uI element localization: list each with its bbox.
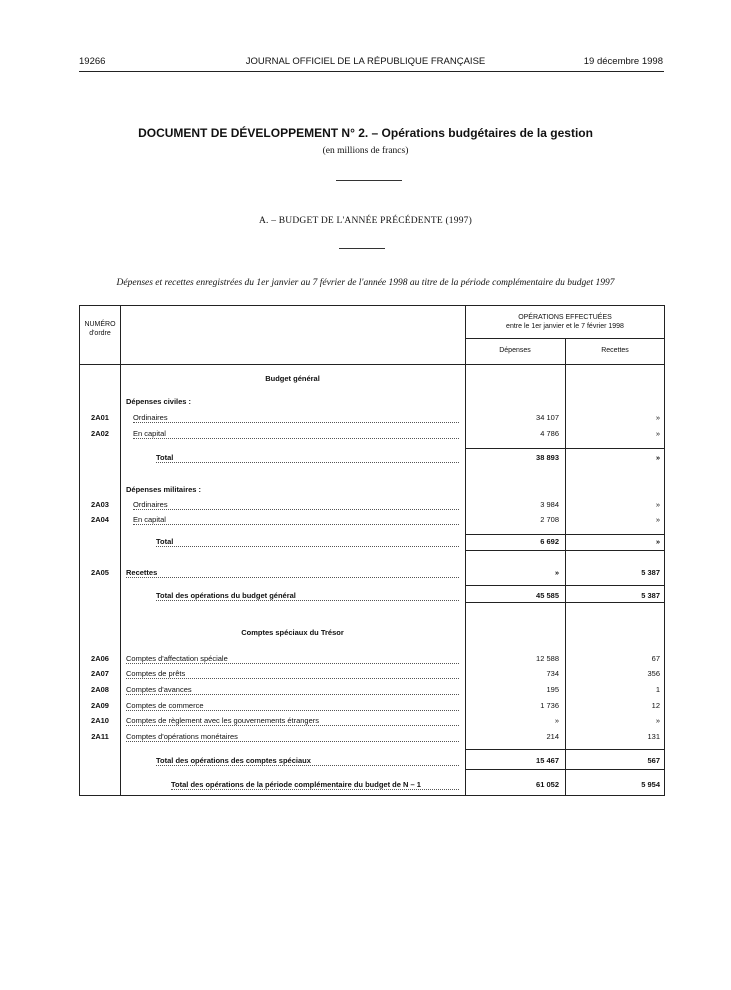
row-recettes: 5 387: [641, 591, 660, 600]
total-rule: [465, 585, 664, 586]
table-row: [80, 500, 666, 512]
row-depenses: 34 107: [536, 413, 559, 422]
row-label: Total des opérations du budget général: [156, 591, 296, 600]
row-recettes: 12: [651, 701, 660, 710]
section-title: A. – BUDGET DE L'ANNÉE PRÉCÉDENTE (1997): [259, 216, 472, 226]
dot-leader: [133, 438, 459, 439]
row-depenses: 45 585: [536, 591, 559, 600]
row-code: 2A09: [91, 701, 109, 710]
row-depenses: 12 588: [536, 654, 559, 663]
row-depenses: 734: [546, 669, 559, 678]
table-row: [80, 537, 666, 549]
row-code: 2A11: [91, 732, 109, 741]
dot-leader: [133, 509, 459, 510]
row-recettes: »: [655, 537, 660, 546]
row-label: Recettes: [126, 568, 158, 577]
row-recettes: 1: [655, 685, 660, 694]
row-depenses: 195: [546, 685, 559, 694]
table-row: [80, 429, 666, 441]
row-depenses: 4 786: [540, 429, 559, 438]
table-row: [80, 654, 666, 666]
row-code: 2A07: [91, 669, 109, 678]
row-code: 2A08: [91, 685, 109, 694]
document-subtitle: (en millions de francs): [322, 146, 409, 156]
row-depenses: 6 692: [540, 537, 559, 546]
dot-leader: [126, 694, 459, 695]
dot-leader: [133, 524, 459, 525]
table-row: [80, 732, 666, 744]
row-label: En capital: [133, 515, 166, 524]
row-recettes: 567: [647, 756, 660, 765]
publication-date: 19 décembre 1998: [583, 56, 663, 67]
col-header-numero: NUMÉRO d'ordre: [84, 321, 116, 337]
row-recettes: 356: [647, 669, 660, 678]
row-depenses: 38 893: [536, 453, 559, 462]
row-label: Total des opérations de la période complémentaire du budget de N – 1: [171, 780, 421, 789]
row-recettes: 67: [651, 654, 660, 663]
table-row: [80, 413, 666, 425]
total-rule: [465, 550, 664, 551]
row-label: Comptes de prêts: [126, 669, 186, 678]
depenses-militaires-heading: Dépenses militaires :: [126, 485, 202, 494]
row-depenses: 2 708: [540, 515, 559, 524]
separator: [339, 248, 385, 249]
row-code: 2A04: [91, 515, 109, 524]
row-recettes: »: [655, 515, 660, 524]
row-recettes: »: [655, 453, 660, 462]
row-label: Comptes de règlement avec les gouvernements étrangers: [126, 716, 320, 725]
total-rule: [465, 769, 664, 770]
row-recettes: »: [655, 413, 660, 422]
row-depenses: 3 984: [540, 500, 559, 509]
table-row: [80, 669, 666, 681]
dot-leader: [126, 577, 459, 578]
col-header-depenses: Dépenses: [499, 347, 531, 354]
total-rule: [465, 749, 664, 750]
table-row: [80, 701, 666, 713]
row-depenses: 15 467: [536, 756, 559, 765]
header-rule: [79, 71, 664, 72]
row-label: Comptes de commerce: [126, 701, 204, 710]
row-label: Total: [156, 537, 174, 546]
row-label: En capital: [133, 429, 166, 438]
intro-text: Dépenses et recettes enregistrées du 1er janvier au 7 février de l'année 1998 au titre de la période complémentaire du budget 1997: [116, 278, 615, 288]
comptes-speciaux-heading: Comptes spéciaux du Trésor: [241, 628, 344, 637]
row-label: Ordinaires: [133, 500, 168, 509]
row-code: 2A05: [91, 568, 109, 577]
dot-leader: [156, 546, 459, 547]
row-depenses: »: [554, 716, 559, 725]
budget-general-heading: Budget général: [265, 374, 320, 383]
row-depenses: 1 736: [540, 701, 559, 710]
dot-leader: [126, 710, 459, 711]
total-rule: [465, 602, 664, 603]
dot-leader: [126, 663, 459, 664]
row-label: Ordinaires: [133, 413, 168, 422]
row-depenses: 61 052: [536, 780, 559, 789]
row-recettes: »: [655, 716, 660, 725]
depenses-civiles-heading: Dépenses civiles :: [126, 397, 192, 406]
table-row: [80, 453, 666, 465]
dot-leader: [126, 678, 459, 679]
header-divider: [465, 338, 664, 339]
row-recettes: 5 387: [641, 568, 660, 577]
row-code: 2A03: [91, 500, 109, 509]
col-header-operations: OPÉRATIONS EFFECTUÉES entre le 1er janvier et le 7 février 1998: [506, 314, 624, 330]
row-recettes: »: [655, 429, 660, 438]
table-row: [80, 515, 666, 527]
dot-leader: [133, 422, 459, 423]
dot-leader: [126, 725, 459, 726]
dot-leader: [156, 600, 459, 601]
row-code: 2A06: [91, 654, 109, 663]
document-title: DOCUMENT DE DÉVELOPPEMENT N° 2. – Opérations budgétaires de la gestion: [138, 126, 593, 140]
row-label: Comptes d'avances: [126, 685, 192, 694]
row-recettes: »: [655, 500, 660, 509]
row-depenses: »: [554, 568, 559, 577]
table-row: [80, 716, 666, 728]
row-code: 2A01: [91, 413, 109, 422]
total-rule: [465, 448, 664, 449]
dot-leader: [171, 789, 459, 790]
dot-leader: [156, 765, 459, 766]
page-number: 19266: [79, 56, 106, 67]
row-depenses: 214: [546, 732, 559, 741]
table-row: [80, 685, 666, 697]
row-code: 2A10: [91, 716, 109, 725]
dot-leader: [156, 462, 459, 463]
row-label: Total: [156, 453, 174, 462]
operations-table: [79, 305, 665, 796]
table-row: [80, 568, 666, 580]
total-rule: [465, 534, 664, 535]
row-label: Total des opérations des comptes spéciaux: [156, 756, 311, 765]
row-code: 2A02: [91, 429, 109, 438]
table-row: [80, 780, 666, 792]
row-recettes: 131: [647, 732, 660, 741]
row-label: Comptes d'opérations monétaires: [126, 732, 238, 741]
row-label: Comptes d'affectation spéciale: [126, 654, 228, 663]
header-divider: [80, 364, 664, 365]
separator: [336, 180, 402, 181]
table-row: [80, 756, 666, 768]
dot-leader: [126, 741, 459, 742]
row-recettes: 5 954: [641, 780, 660, 789]
col-header-recettes: Recettes: [601, 347, 629, 354]
journal-title: JOURNAL OFFICIEL DE LA RÉPUBLIQUE FRANÇAISE: [245, 56, 486, 67]
